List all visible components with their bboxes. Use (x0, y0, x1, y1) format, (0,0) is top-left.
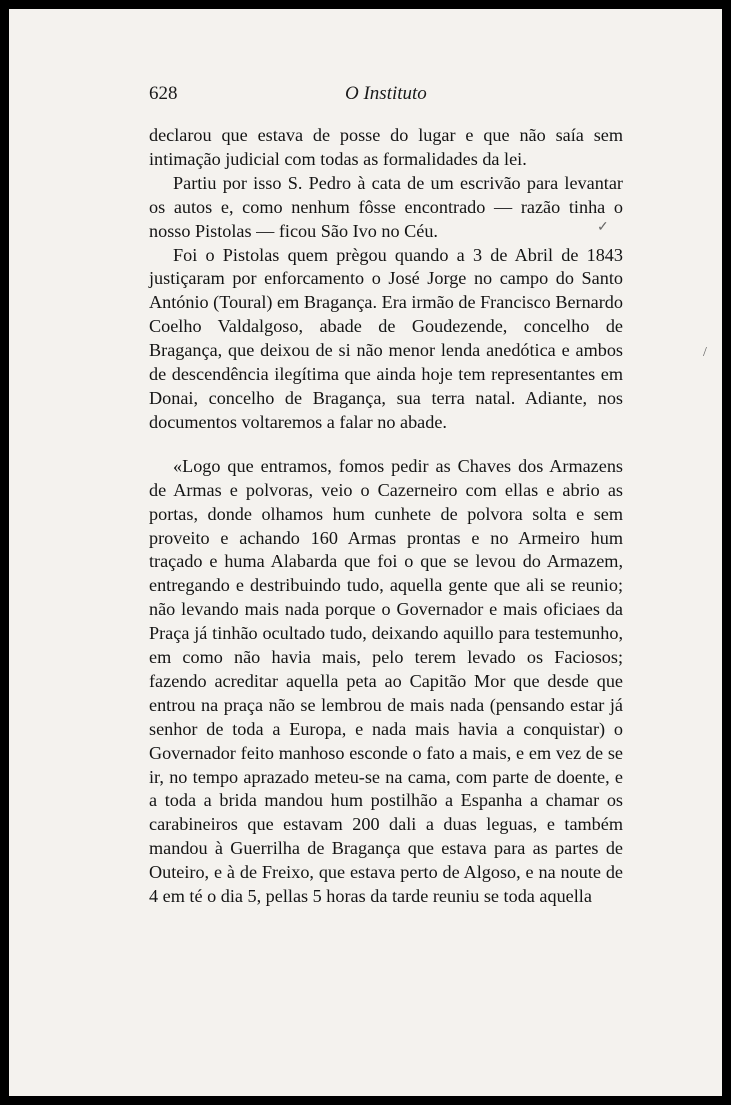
running-title: O Instituto (345, 83, 427, 104)
paragraph-2: Partiu por isso S. Pedro à cata de um escrivão para levantar os autos e, como nenhum fôsse encontrado — razão tinha o nosso Pistolas — ficou São Ivo no Céu. (149, 172, 623, 241)
pencil-check-mark: ✓ (597, 220, 609, 235)
body-text (149, 124, 623, 909)
margin-pencil-mark: / (703, 345, 707, 360)
book-page (9, 9, 722, 1096)
quoted-document-paragraph: «Logo que entramos, fomos pedir as Chaves dos Armazens de Armas e polvoras, veio o Cazerneiro com ellas e abrio as portas, donde olhamos hum cunhete de polvora solta e sem proveito e achando 160 Armas prontas e no Armeiro hum traçado e huma Alabarda que foi o que se levou do Armazem, entregando e destribuindo tudo, aquella gente que ali se reunio; não levando mais nada porque o Governador e mais oficiaes da Praça já tinhão ocultado tudo, deixando aquillo para testemunho, em como não havia mais, pelo terem levado os Faciosos; fazendo acreditar aquella peta ao Capitão Mor que desde que entrou na praça não se lembrou de mais nada (pensando estar já senhor de toda a Europa, e nada mais havia a conquistar) o Governador feito manhoso esconde o fato a mais, e em vez de se ir, no tempo aprazado meteu-se na cama, com parte de doente, e a toda a brida mandou hum postilhão a Espanha a chamar os carabineiros que estavam 200 dali a duas leguas, e também mandou à Guerrilha de Bragança que estava para as partes de Outeiro, e à de Freixo, que estava perto de Algoso, e na noute de 4 em té o dia 5, pellas 5 horas da tarde reuniu se toda aquella (149, 455, 623, 907)
paragraph-1: declarou que estava de posse do lugar e que não saía sem intimação judicial com todas as formalidades da lei. (149, 125, 623, 169)
paragraph-3: Foi o Pistolas quem prègou quando a 3 de Abril de 1843 justiçaram por enforcamento o José Jorge no campo do Santo António (Toural) em Bragança. Era irmão de Francisco Bernardo Coelho Valdalgoso, abade de Goudezende, concelho de Bragança, que deixou de si não menor lenda anedótica e ambos de descendência ilegítima que ainda hoje tem representantes em Donai, concelho de Bragança, sua terra natal. Adiante, nos documentos voltaremos a falar no abade. (149, 244, 623, 432)
page-number: 628 (149, 83, 178, 104)
page-header (149, 83, 619, 107)
